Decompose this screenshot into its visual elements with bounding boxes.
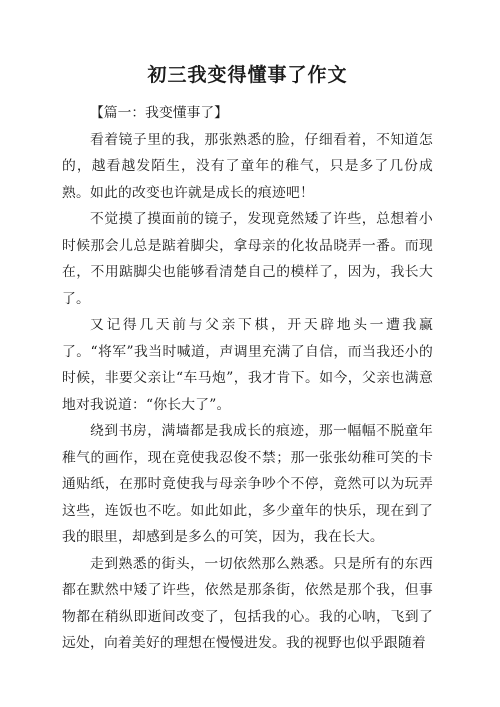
document-page [62, 54, 433, 657]
paragraph: 绕到书房，满墙都是我成长的痕迹，那一幅幅不脱童年稚气的画作，现在竟使我忍俊不禁；那一张张幼稚可笑的卡通贴纸，在那时竟使我与母亲争吵个不停，竟然可以为玩弄这些，连饭也不吃。如此如此，多少童年的快乐，现在到了我的眼里，却感到是多么的可笑，因为，我在长大。 [62, 423, 433, 545]
document-title: 初三我变得懂事了作文 [147, 64, 348, 86]
paragraph: 走到熟悉的街头，一切依然那么熟悉。只是所有的东西都在默然中矮了许些，依然是那条街，依然是那个我，但事物都在稍纵即逝间改变了，包括我的心。我的心呐，飞到了远处，向着美好的理想在慢慢进发。我的视野也似乎跟随着 [62, 555, 433, 651]
paragraph: 不觉摸了摸面前的镜子，发现竟然矮了许些，总想着小时候那会儿总是踮着脚尖，拿母亲的化妆品晓弄一番。而现在，不用踮脚尖也能够看清楚自己的模样了，因为，我长大了。 [62, 211, 433, 307]
paragraph: 看着镜子里的我，那张熟悉的脸，仔细看着，不知道怎的，越看越发陌生，没有了童年的稚气，只是多了几份成熟。如此的改变也许就是成长的痕迹吧！ [62, 131, 433, 201]
section-heading: 【篇一：我变懂事了】 [90, 105, 228, 121]
paragraph: 又记得几天前与父亲下棋，开天辟地头一遭我赢了。“将军”我当时喊道，声调里充满了自信，而当我还小的时候，非要父亲让“车马炮”，我才肯下。如今，父亲也满意地对我说道：“你长大了”。 [62, 317, 433, 413]
